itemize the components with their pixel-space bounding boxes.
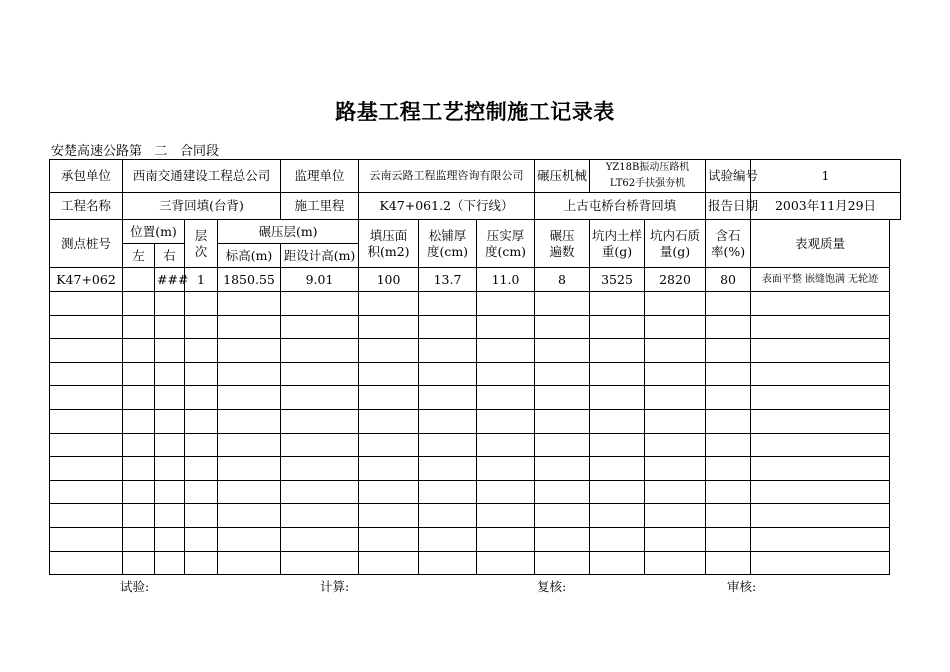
empty-cell bbox=[50, 527, 123, 551]
empty-cell bbox=[281, 292, 359, 316]
cell-ratio: 80 bbox=[706, 268, 751, 292]
cell-right: ### bbox=[155, 268, 185, 292]
contract-section-line bbox=[51, 140, 219, 160]
empty-cell bbox=[477, 551, 535, 575]
empty-cell bbox=[477, 504, 535, 528]
empty-cell bbox=[590, 457, 645, 481]
empty-cell bbox=[590, 480, 645, 504]
header-compact-line-1: 压实厚 bbox=[486, 227, 525, 243]
header-design-distance: 距设计高(m) bbox=[281, 244, 359, 268]
empty-row bbox=[50, 433, 901, 457]
empty-row bbox=[50, 480, 901, 504]
empty-cell bbox=[751, 457, 890, 481]
page-title: 路基工程工艺控制施工记录表 bbox=[335, 99, 615, 124]
machine-label: 碾压机械 bbox=[535, 160, 590, 193]
empty-cell bbox=[281, 457, 359, 481]
empty-cell bbox=[281, 339, 359, 363]
empty-cell bbox=[645, 480, 706, 504]
empty-cell bbox=[645, 386, 706, 410]
empty-cell bbox=[123, 315, 155, 339]
empty-cell bbox=[218, 457, 281, 481]
date-value: 2003年11月29日 bbox=[751, 193, 901, 220]
empty-cell bbox=[50, 457, 123, 481]
empty-cell bbox=[123, 480, 155, 504]
cell-left bbox=[123, 268, 155, 292]
header-fill-area bbox=[359, 220, 419, 268]
header-loose bbox=[419, 220, 477, 268]
header-soil-line-2: 重(g) bbox=[601, 243, 633, 259]
empty-cell bbox=[50, 551, 123, 575]
empty-row bbox=[50, 527, 901, 551]
empty-cell bbox=[281, 551, 359, 575]
empty-cell bbox=[281, 433, 359, 457]
empty-row bbox=[50, 551, 901, 575]
cell-quality: 表面平整 嵌缝饱满 无轮迹 bbox=[751, 268, 890, 292]
empty-cell bbox=[359, 480, 419, 504]
empty-cell bbox=[751, 362, 890, 386]
header-stone-line-2: 量(g) bbox=[659, 243, 691, 259]
empty-cell bbox=[185, 457, 218, 481]
empty-cell bbox=[218, 527, 281, 551]
project-value: 三背回填(台背) bbox=[123, 193, 281, 220]
empty-cell bbox=[477, 527, 535, 551]
empty-cell bbox=[218, 504, 281, 528]
contractor-value: 西南交通建设工程总公司 bbox=[123, 160, 281, 193]
empty-cell bbox=[123, 362, 155, 386]
empty-cell bbox=[419, 504, 477, 528]
empty-cell bbox=[359, 551, 419, 575]
empty-cell bbox=[359, 292, 419, 316]
supervisor-label: 监理单位 bbox=[281, 160, 359, 193]
empty-cell bbox=[419, 315, 477, 339]
header-ratio-line-2: 率(%) bbox=[710, 243, 746, 259]
empty-cell bbox=[645, 504, 706, 528]
empty-cell bbox=[590, 292, 645, 316]
empty-cell bbox=[535, 386, 590, 410]
empty-cell bbox=[751, 527, 890, 551]
empty-cell bbox=[50, 480, 123, 504]
empty-cell bbox=[419, 527, 477, 551]
empty-cell bbox=[419, 339, 477, 363]
empty-cell bbox=[706, 339, 751, 363]
footer-audit: 审核: bbox=[727, 579, 757, 594]
empty-row bbox=[50, 362, 901, 386]
table-row bbox=[50, 268, 901, 292]
empty-cell bbox=[535, 527, 590, 551]
empty-cell bbox=[155, 480, 185, 504]
empty-cell bbox=[645, 551, 706, 575]
empty-cell bbox=[706, 292, 751, 316]
section-number: 二 bbox=[142, 145, 180, 160]
empty-cell bbox=[590, 315, 645, 339]
header-compact bbox=[477, 220, 535, 268]
test-no-value: 1 bbox=[751, 160, 901, 193]
empty-cell bbox=[50, 362, 123, 386]
header-ratio-line-1: 含石 bbox=[715, 227, 741, 243]
empty-cell bbox=[281, 504, 359, 528]
empty-cell bbox=[50, 504, 123, 528]
header-fill-area-line-1: 填压面 bbox=[369, 227, 408, 243]
empty-cell bbox=[477, 409, 535, 433]
header-fill-area-line-2: 积(m2) bbox=[367, 243, 410, 259]
empty-cell bbox=[535, 480, 590, 504]
empty-cell bbox=[185, 527, 218, 551]
header-stone-line-1: 坑内石质 bbox=[650, 227, 701, 243]
empty-cell bbox=[477, 315, 535, 339]
empty-cell bbox=[535, 339, 590, 363]
empty-row bbox=[50, 409, 901, 433]
empty-cell bbox=[155, 362, 185, 386]
empty-cell bbox=[359, 409, 419, 433]
header-passes-line-2: 遍数 bbox=[549, 243, 575, 259]
empty-cell bbox=[123, 409, 155, 433]
empty-cell bbox=[419, 292, 477, 316]
header-compaction: 碾压层(m) bbox=[218, 220, 359, 244]
empty-cell bbox=[218, 315, 281, 339]
cell-passes: 8 bbox=[535, 268, 590, 292]
empty-cell bbox=[477, 362, 535, 386]
empty-cell bbox=[218, 386, 281, 410]
project-label: 工程名称 bbox=[50, 193, 123, 220]
cell-elevation: 1850.55 bbox=[218, 268, 281, 292]
empty-cell bbox=[419, 386, 477, 410]
section-suffix: 合同段 bbox=[180, 144, 220, 159]
empty-cell bbox=[645, 292, 706, 316]
empty-cell bbox=[477, 386, 535, 410]
empty-row bbox=[50, 339, 901, 363]
test-no-label: 试验编号 bbox=[706, 160, 751, 193]
empty-cell bbox=[218, 362, 281, 386]
empty-cell bbox=[535, 362, 590, 386]
empty-cell bbox=[706, 362, 751, 386]
empty-cell bbox=[50, 339, 123, 363]
empty-cell bbox=[706, 457, 751, 481]
cell-design-distance: 9.01 bbox=[281, 268, 359, 292]
empty-cell bbox=[281, 362, 359, 386]
empty-cell bbox=[218, 433, 281, 457]
empty-cell bbox=[419, 362, 477, 386]
footer-review: 复核: bbox=[537, 579, 567, 594]
machine-value-1: YZ18B振动压路机 bbox=[605, 162, 690, 173]
empty-cell bbox=[185, 409, 218, 433]
empty-cell bbox=[751, 339, 890, 363]
empty-cell bbox=[185, 480, 218, 504]
empty-cell bbox=[419, 457, 477, 481]
empty-cell bbox=[123, 504, 155, 528]
info-row-contractor bbox=[50, 160, 901, 193]
header-quality: 表观质量 bbox=[751, 220, 890, 268]
header-position: 位置(m) bbox=[123, 220, 185, 244]
empty-cell bbox=[590, 433, 645, 457]
empty-cell bbox=[50, 386, 123, 410]
empty-cell bbox=[359, 362, 419, 386]
cell-compact: 11.0 bbox=[477, 268, 535, 292]
empty-cell bbox=[50, 409, 123, 433]
empty-cell bbox=[218, 551, 281, 575]
empty-cell bbox=[590, 527, 645, 551]
empty-cell bbox=[155, 433, 185, 457]
empty-cell bbox=[218, 409, 281, 433]
empty-cell bbox=[706, 504, 751, 528]
location-value: 上古屯桥台桥背回填 bbox=[535, 193, 706, 220]
empty-cell bbox=[590, 409, 645, 433]
supervisor-value: 云南云路工程监理咨询有限公司 bbox=[359, 160, 535, 193]
empty-cell bbox=[155, 315, 185, 339]
header-compact-line-2: 度(cm) bbox=[484, 243, 527, 259]
header-station: 测点桩号 bbox=[50, 220, 123, 268]
empty-cell bbox=[645, 527, 706, 551]
empty-cell bbox=[590, 362, 645, 386]
cell-layer: 1 bbox=[185, 268, 218, 292]
empty-cell bbox=[751, 433, 890, 457]
empty-cell bbox=[645, 433, 706, 457]
empty-cell bbox=[535, 409, 590, 433]
empty-row bbox=[50, 457, 901, 481]
empty-cell bbox=[535, 504, 590, 528]
empty-cell bbox=[123, 292, 155, 316]
cell-soil: 3525 bbox=[590, 268, 645, 292]
empty-cell bbox=[706, 315, 751, 339]
header-loose-line-1: 松铺厚 bbox=[428, 227, 467, 243]
section-prefix: 安楚高速公路第 bbox=[51, 144, 143, 159]
empty-cell bbox=[123, 551, 155, 575]
empty-cell bbox=[218, 292, 281, 316]
empty-cell bbox=[155, 551, 185, 575]
empty-cell bbox=[281, 409, 359, 433]
empty-cell bbox=[477, 480, 535, 504]
empty-cell bbox=[590, 339, 645, 363]
empty-cell bbox=[185, 386, 218, 410]
empty-cell bbox=[155, 292, 185, 316]
header-ratio bbox=[706, 220, 751, 268]
empty-cell bbox=[590, 386, 645, 410]
empty-cell bbox=[50, 315, 123, 339]
empty-cell bbox=[155, 457, 185, 481]
empty-cell bbox=[185, 551, 218, 575]
empty-cell bbox=[645, 409, 706, 433]
empty-rows bbox=[50, 292, 901, 575]
empty-cell bbox=[590, 551, 645, 575]
info-row-project bbox=[50, 193, 901, 220]
empty-cell bbox=[751, 292, 890, 316]
header-right: 右 bbox=[155, 244, 185, 268]
empty-cell bbox=[218, 339, 281, 363]
empty-cell bbox=[419, 409, 477, 433]
empty-cell bbox=[281, 527, 359, 551]
empty-cell bbox=[535, 457, 590, 481]
empty-cell bbox=[185, 315, 218, 339]
empty-cell bbox=[535, 433, 590, 457]
empty-cell bbox=[706, 386, 751, 410]
empty-cell bbox=[155, 527, 185, 551]
empty-row bbox=[50, 292, 901, 316]
empty-cell bbox=[751, 504, 890, 528]
empty-cell bbox=[751, 315, 890, 339]
empty-cell bbox=[281, 315, 359, 339]
empty-cell bbox=[281, 386, 359, 410]
empty-cell bbox=[359, 315, 419, 339]
empty-cell bbox=[535, 315, 590, 339]
empty-cell bbox=[359, 504, 419, 528]
empty-cell bbox=[123, 339, 155, 363]
empty-cell bbox=[751, 409, 890, 433]
empty-cell bbox=[535, 292, 590, 316]
empty-cell bbox=[123, 386, 155, 410]
empty-cell bbox=[751, 480, 890, 504]
cell-station: K47+062 bbox=[50, 268, 123, 292]
empty-cell bbox=[751, 551, 890, 575]
mileage-label: 施工里程 bbox=[281, 193, 359, 220]
empty-cell bbox=[185, 433, 218, 457]
empty-cell bbox=[419, 433, 477, 457]
empty-cell bbox=[706, 527, 751, 551]
record-table bbox=[49, 159, 901, 575]
empty-cell bbox=[419, 551, 477, 575]
empty-cell bbox=[645, 362, 706, 386]
empty-cell bbox=[419, 480, 477, 504]
header-layer-line-2: 次 bbox=[194, 243, 208, 259]
empty-row bbox=[50, 386, 901, 410]
contractor-label: 承包单位 bbox=[50, 160, 123, 193]
cell-loose: 13.7 bbox=[419, 268, 477, 292]
empty-cell bbox=[123, 527, 155, 551]
header-stone bbox=[645, 220, 706, 268]
empty-cell bbox=[751, 386, 890, 410]
empty-cell bbox=[359, 527, 419, 551]
empty-cell bbox=[477, 339, 535, 363]
empty-cell bbox=[185, 504, 218, 528]
mileage-value: K47+061.2（下行线） bbox=[359, 193, 535, 220]
empty-cell bbox=[706, 433, 751, 457]
empty-cell bbox=[645, 457, 706, 481]
cell-stone: 2820 bbox=[645, 268, 706, 292]
header-soil bbox=[590, 220, 645, 268]
empty-cell bbox=[645, 315, 706, 339]
machine-value-2: LT62手扶强夯机 bbox=[609, 178, 686, 189]
empty-cell bbox=[706, 551, 751, 575]
header-left: 左 bbox=[123, 244, 155, 268]
empty-cell bbox=[123, 457, 155, 481]
header-layer bbox=[185, 220, 218, 268]
empty-cell bbox=[359, 457, 419, 481]
empty-cell bbox=[155, 386, 185, 410]
empty-cell bbox=[185, 292, 218, 316]
empty-cell bbox=[645, 339, 706, 363]
empty-cell bbox=[590, 504, 645, 528]
header-passes bbox=[535, 220, 590, 268]
empty-cell bbox=[477, 433, 535, 457]
cell-fill-area: 100 bbox=[359, 268, 419, 292]
date-label: 报告日期 bbox=[706, 193, 751, 220]
empty-cell bbox=[281, 480, 359, 504]
empty-cell bbox=[477, 457, 535, 481]
empty-cell bbox=[477, 292, 535, 316]
empty-cell bbox=[359, 386, 419, 410]
empty-cell bbox=[535, 551, 590, 575]
header-soil-line-1: 坑内土样 bbox=[592, 227, 643, 243]
empty-cell bbox=[218, 480, 281, 504]
empty-cell bbox=[706, 409, 751, 433]
empty-cell bbox=[155, 504, 185, 528]
empty-cell bbox=[185, 339, 218, 363]
header-loose-line-2: 度(cm) bbox=[426, 243, 469, 259]
empty-cell bbox=[359, 433, 419, 457]
empty-cell bbox=[155, 339, 185, 363]
empty-cell bbox=[185, 362, 218, 386]
header-row-1 bbox=[50, 220, 901, 244]
empty-cell bbox=[359, 339, 419, 363]
empty-row bbox=[50, 504, 901, 528]
machine-value bbox=[590, 160, 706, 193]
footer-test: 试验: bbox=[120, 579, 150, 594]
header-passes-line-1: 碾压 bbox=[549, 227, 575, 243]
empty-cell bbox=[155, 409, 185, 433]
header-elevation: 标高(m) bbox=[218, 244, 281, 268]
empty-cell bbox=[50, 292, 123, 316]
empty-row bbox=[50, 315, 901, 339]
header-layer-line-1: 层 bbox=[194, 227, 208, 243]
empty-cell bbox=[706, 480, 751, 504]
empty-cell bbox=[123, 433, 155, 457]
empty-cell bbox=[50, 433, 123, 457]
footer-calc: 计算: bbox=[320, 579, 350, 594]
